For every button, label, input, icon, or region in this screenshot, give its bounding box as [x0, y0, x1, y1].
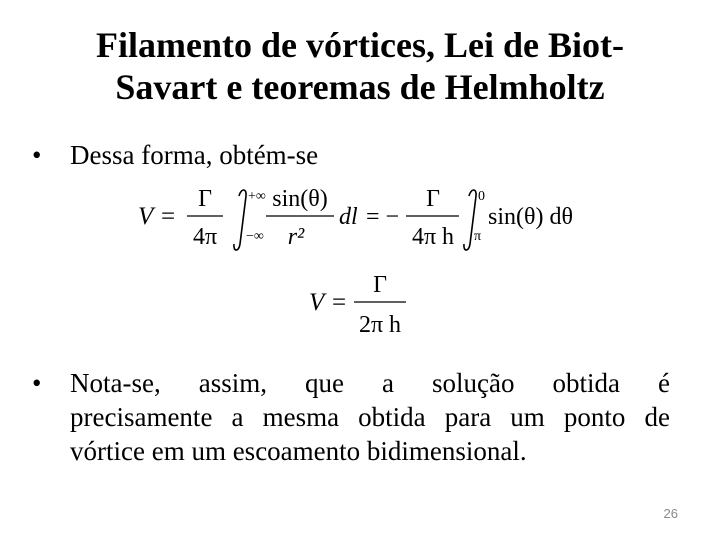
eq2-lhs: V: [309, 289, 325, 316]
eq1-frac2-den: r²: [287, 224, 305, 250]
equation-1: [138, 186, 573, 250]
bullet-1-text: Dessa forma, obtém-se: [70, 140, 319, 170]
title-line-2: Savart e teoremas de Helmholtz: [115, 67, 605, 107]
eq2-frac-num: Γ: [373, 272, 387, 298]
bullet-2-line-2: precisamente a mesma obtida para um ponto de: [70, 402, 670, 432]
bullet-marker: •: [32, 368, 42, 398]
eq2-frac-den: 2π h: [358, 312, 402, 338]
bullet-2-text: [70, 366, 670, 468]
bullet-marker: •: [32, 140, 42, 170]
eq1-dl: dl: [339, 204, 358, 230]
eq1-frac2-num: sin(θ): [272, 186, 328, 212]
eq1-frac3-num: Γ: [426, 186, 440, 212]
equation-2: [309, 272, 406, 338]
eq1-equals-minus: = −: [366, 204, 400, 230]
eq1-int1-lower: −∞: [246, 229, 264, 244]
title-line-1: Filamento de vórtices, Lei de Biot-: [96, 25, 624, 65]
eq1-integrand: sin(θ) dθ: [488, 204, 573, 230]
eq1-lhs: V: [138, 203, 154, 230]
eq1-int2-upper: 0: [478, 189, 485, 204]
bullet-2: [32, 366, 680, 476]
integral-sign-1: [234, 190, 246, 250]
eq1-equals: =: [161, 203, 176, 230]
eq1-frac1-den: 4π: [192, 224, 218, 250]
eq2-equals: =: [332, 289, 347, 316]
bullet-2-line-1: Nota-se, assim, que a solução obtida é: [70, 368, 670, 398]
eq1-int2-lower: π: [474, 229, 482, 244]
eq1-int1-upper: +∞: [248, 189, 266, 204]
page-number: 26: [663, 506, 678, 521]
eq1-frac1-num: Γ: [198, 186, 212, 212]
eq1-frac3-den: 4π h: [411, 224, 455, 250]
bullet-2-line-3: vórtice em um escoamento bidimensional.: [70, 436, 527, 466]
